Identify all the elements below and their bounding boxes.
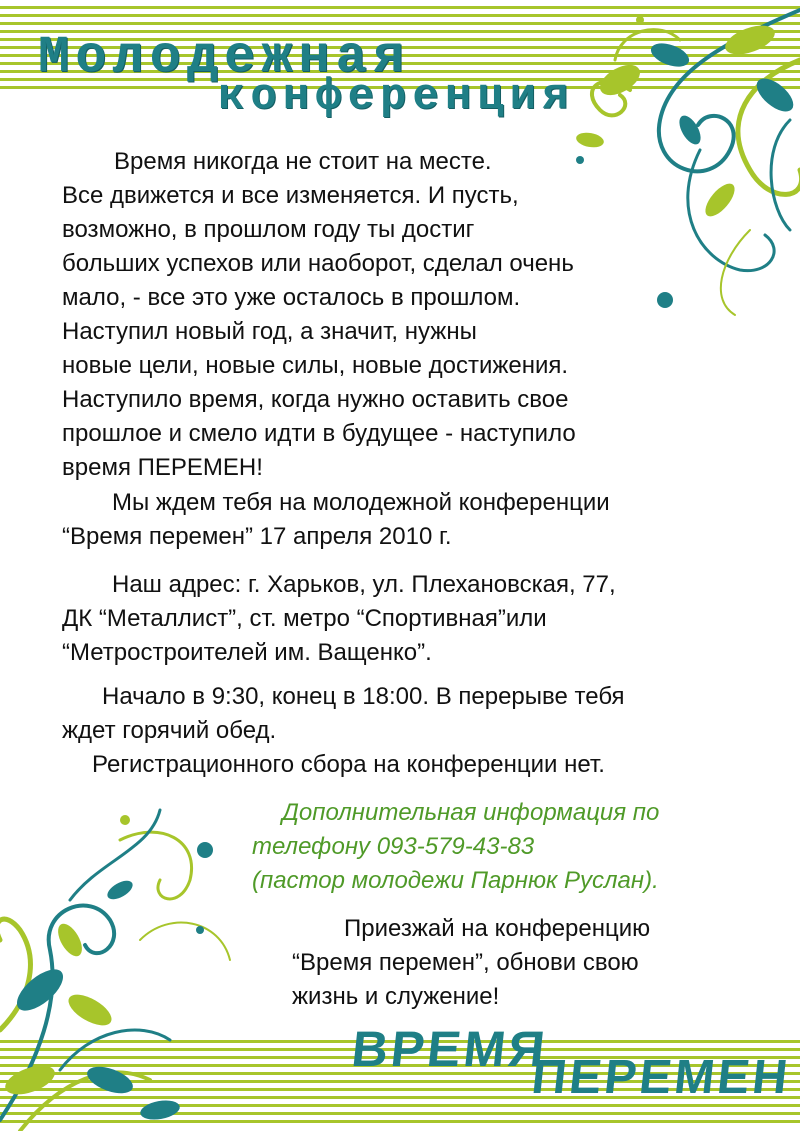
schedule-paragraph xyxy=(62,680,762,782)
intro-line: прошлое и смело идти в будущее - наступило xyxy=(62,420,576,447)
intro-line: Все движется и все изменяется. И пусть, xyxy=(62,182,519,209)
closing-line: жизнь и служение! xyxy=(292,983,500,1010)
intro-line: новые цели, новые силы, новые достижения. xyxy=(62,352,569,379)
invitation-paragraph xyxy=(62,486,762,554)
intro-line: Наступило время, когда нужно оставить свое xyxy=(62,386,569,413)
intro-line: время ПЕРЕМЕН! xyxy=(62,454,263,481)
schedule-line: ждет горячий обед. xyxy=(62,717,277,744)
contact-line: Дополнительная информация по xyxy=(282,799,660,826)
title-line-2: конференция xyxy=(218,72,575,122)
bottom-left-swirl-ornament xyxy=(0,780,260,1131)
intro-line: возможно, в прошлом году ты достиг xyxy=(62,216,475,243)
closing-line: “Время перемен”, обнови свою xyxy=(292,949,639,976)
intro-line: Время никогда не стоит на месте. xyxy=(114,148,492,175)
contact-line: (пастор молодежи Парнюк Руслан). xyxy=(252,867,659,894)
invitation-line: “Время перемен” 17 апреля 2010 г. xyxy=(62,523,452,550)
contact-phone-line: телефону 093-579-43-83 xyxy=(252,833,535,860)
title-line-1: Молодежная xyxy=(38,28,411,87)
logo-word-2: ПЕРЕМЕН xyxy=(529,1051,794,1104)
invitation-line: Мы ждем тебя на молодежной конференции xyxy=(112,489,610,516)
address-line: “Метростроителей им. Ващенко”. xyxy=(62,639,432,666)
address-line: ДК “Металлист”, ст. метро “Спортивная”или xyxy=(62,605,547,632)
closing-line: Приезжай на конференцию xyxy=(344,915,651,942)
intro-paragraph xyxy=(62,145,722,485)
schedule-line: Начало в 9:30, конец в 18:00. В перерыве тебя xyxy=(102,683,625,710)
schedule-line: Регистрационного сбора на конференции нет. xyxy=(92,751,605,778)
address-paragraph xyxy=(62,568,762,670)
intro-line: Наступил новый год, а значит, нужны xyxy=(62,318,477,345)
contact-info xyxy=(252,796,772,898)
logo-word-1: ВРЕМЯ xyxy=(349,1021,551,1077)
intro-line: мало, - все это уже осталось в прошлом. xyxy=(62,284,521,311)
intro-line: больших успехов или наоборот, сделал очень xyxy=(62,250,574,277)
address-line: Наш адрес: г. Харьков, ул. Плехановская, 77, xyxy=(112,571,616,598)
closing-call xyxy=(292,912,772,1014)
